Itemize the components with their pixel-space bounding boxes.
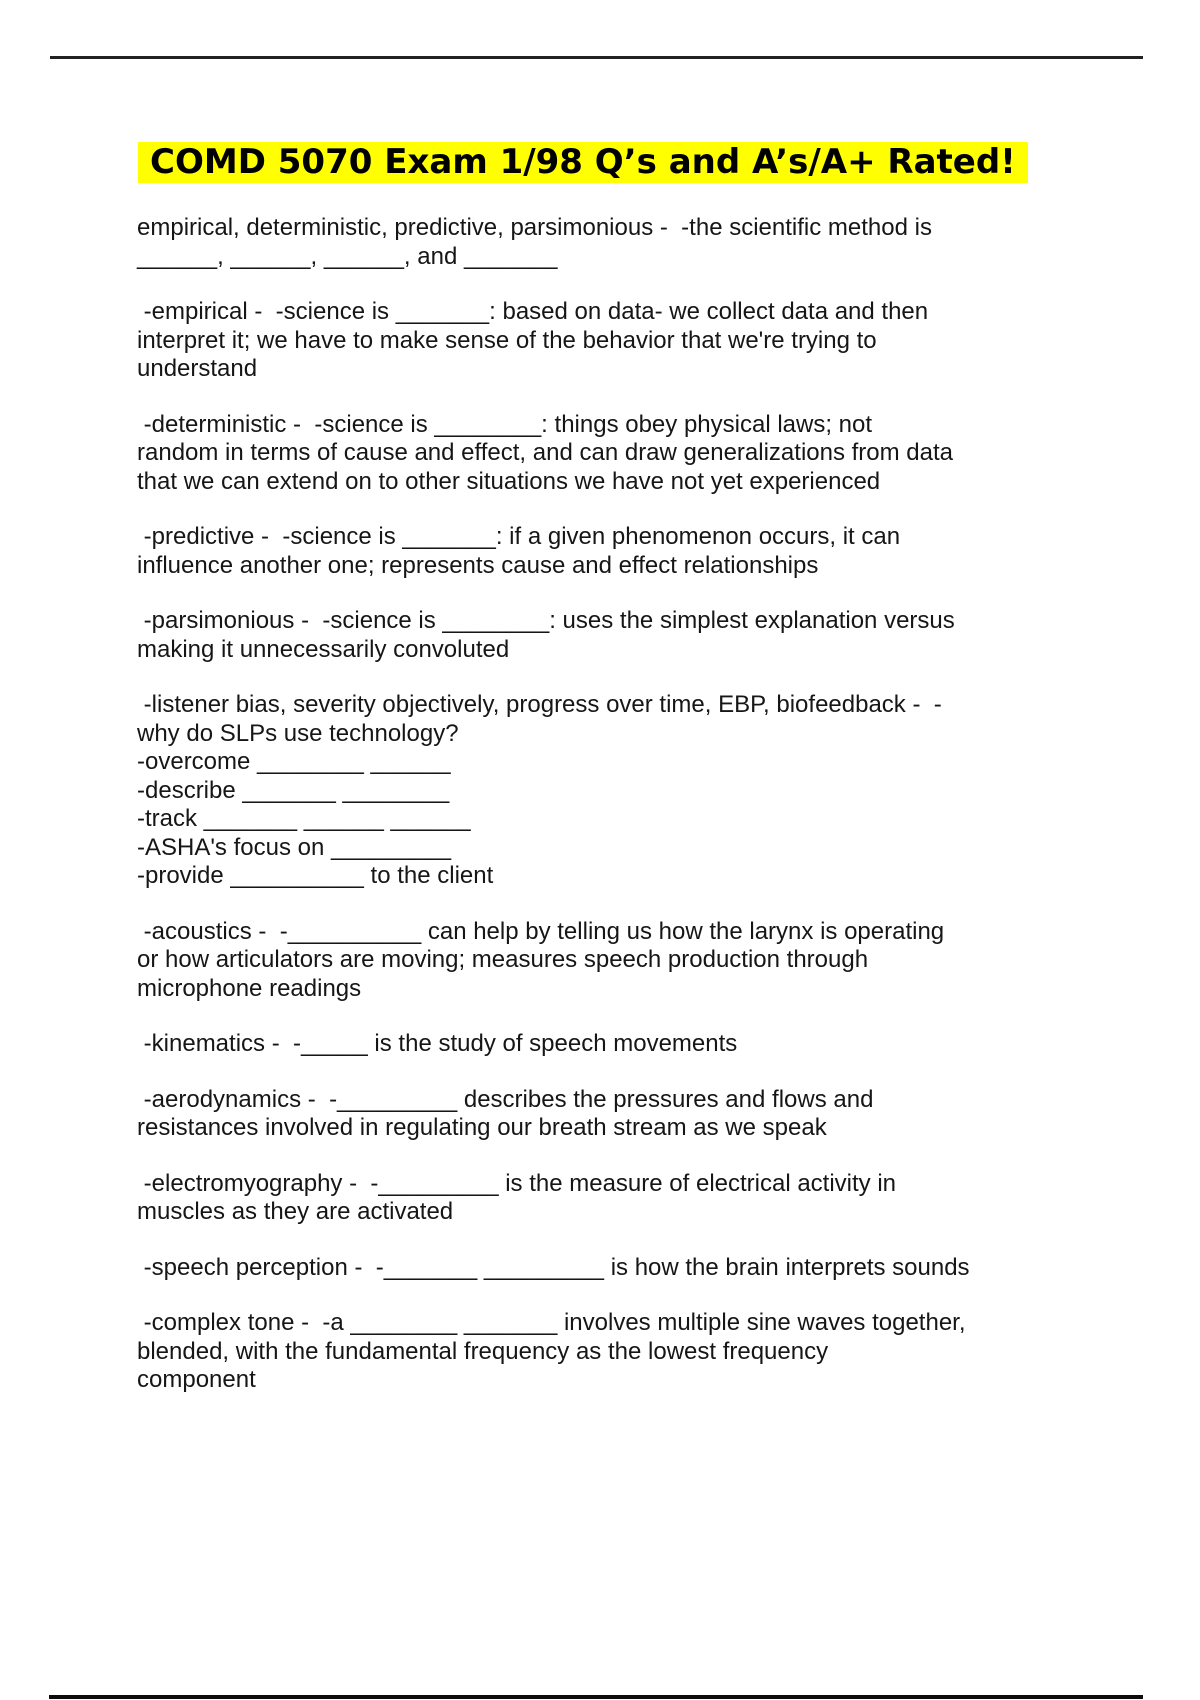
text-line: -provide __________ to the client <box>137 862 494 889</box>
qa-item-slp-technology <box>137 691 1117 891</box>
text-line: -track _______ ______ ______ <box>137 805 471 832</box>
qa-item-acoustics <box>137 918 1117 1004</box>
text-line: -kinematics - -_____ is the study of speech movements <box>137 1030 738 1057</box>
qa-item-electromyography <box>137 1170 1117 1227</box>
text-line: blended, with the fundamental frequency as the lowest frequency <box>137 1337 829 1365</box>
text-line: empirical, deterministic, predictive, parsimonious - -the scientific method is <box>137 214 932 241</box>
text-line: -speech perception - -_______ _________ is how the brain interprets sounds <box>137 1253 970 1281</box>
text-line: -electromyography - -_________ is the measure of electrical activity in <box>137 1169 897 1197</box>
text-line: component <box>137 1366 256 1393</box>
text-line: muscles as they are activated <box>137 1198 454 1225</box>
text-line: random in terms of cause and effect, and can draw generalizations from data <box>137 439 954 466</box>
text-line: -acoustics - -__________ can help by telling us how the larynx is operating <box>137 917 945 945</box>
text-line: interpret it; we have to make sense of the behavior that we're trying to <box>137 326 877 354</box>
text-line: -listener bias, severity objectively, progress over time, EBP, biofeedback - - <box>137 691 942 718</box>
text-line: making it unnecessarily convoluted <box>137 635 510 663</box>
text-line: that we can extend on to other situations we have not yet experienced <box>137 467 881 495</box>
text-line: understand <box>137 355 258 382</box>
bottom-rule <box>49 1695 1143 1699</box>
text-line: or how articulators are moving; measures speech production through <box>137 946 869 973</box>
qa-item-aerodynamics <box>137 1086 1117 1143</box>
text-line: resistances involved in regulating our breath stream as we speak <box>137 1114 827 1141</box>
text-line: -aerodynamics - -_________ describes the pressures and flows and <box>137 1085 874 1113</box>
text-line: -ASHA's focus on _________ <box>137 833 452 861</box>
text-line: -deterministic - -science is ________: things obey physical laws; not <box>137 410 873 438</box>
document-body <box>137 214 1117 1422</box>
qa-item-scientific-method <box>137 214 1117 271</box>
page-title: COMD 5070 Exam 1/98 Q’s and A’s/A+ Rated! <box>138 142 1028 183</box>
text-line: ______, ______, ______, and _______ <box>137 242 558 270</box>
text-line: -parsimonious - -science is ________: uses the simplest explanation versus <box>137 607 955 634</box>
text-line: influence another one; represents cause and effect relationships <box>137 551 819 579</box>
text-line: -overcome ________ ______ <box>137 748 451 775</box>
qa-item-kinematics <box>137 1030 1117 1059</box>
text-line: microphone readings <box>137 974 362 1002</box>
qa-item-speech-perception <box>137 1254 1117 1283</box>
qa-item-complex-tone <box>137 1309 1117 1395</box>
qa-item-deterministic <box>137 411 1117 497</box>
top-rule <box>50 56 1143 59</box>
text-line: -empirical - -science is _______: based on data- we collect data and then <box>137 298 929 325</box>
text-line: why do SLPs use technology? <box>137 719 459 747</box>
text-line: -complex tone - -a ________ _______ involves multiple sine waves together, <box>137 1309 966 1336</box>
text-line: -predictive - -science is _______: if a given phenomenon occurs, it can <box>137 523 901 550</box>
qa-item-predictive <box>137 523 1117 580</box>
text-line: -describe _______ ________ <box>137 776 450 804</box>
qa-item-parsimonious <box>137 607 1117 664</box>
title-highlight <box>138 142 1028 183</box>
qa-item-empirical <box>137 298 1117 384</box>
